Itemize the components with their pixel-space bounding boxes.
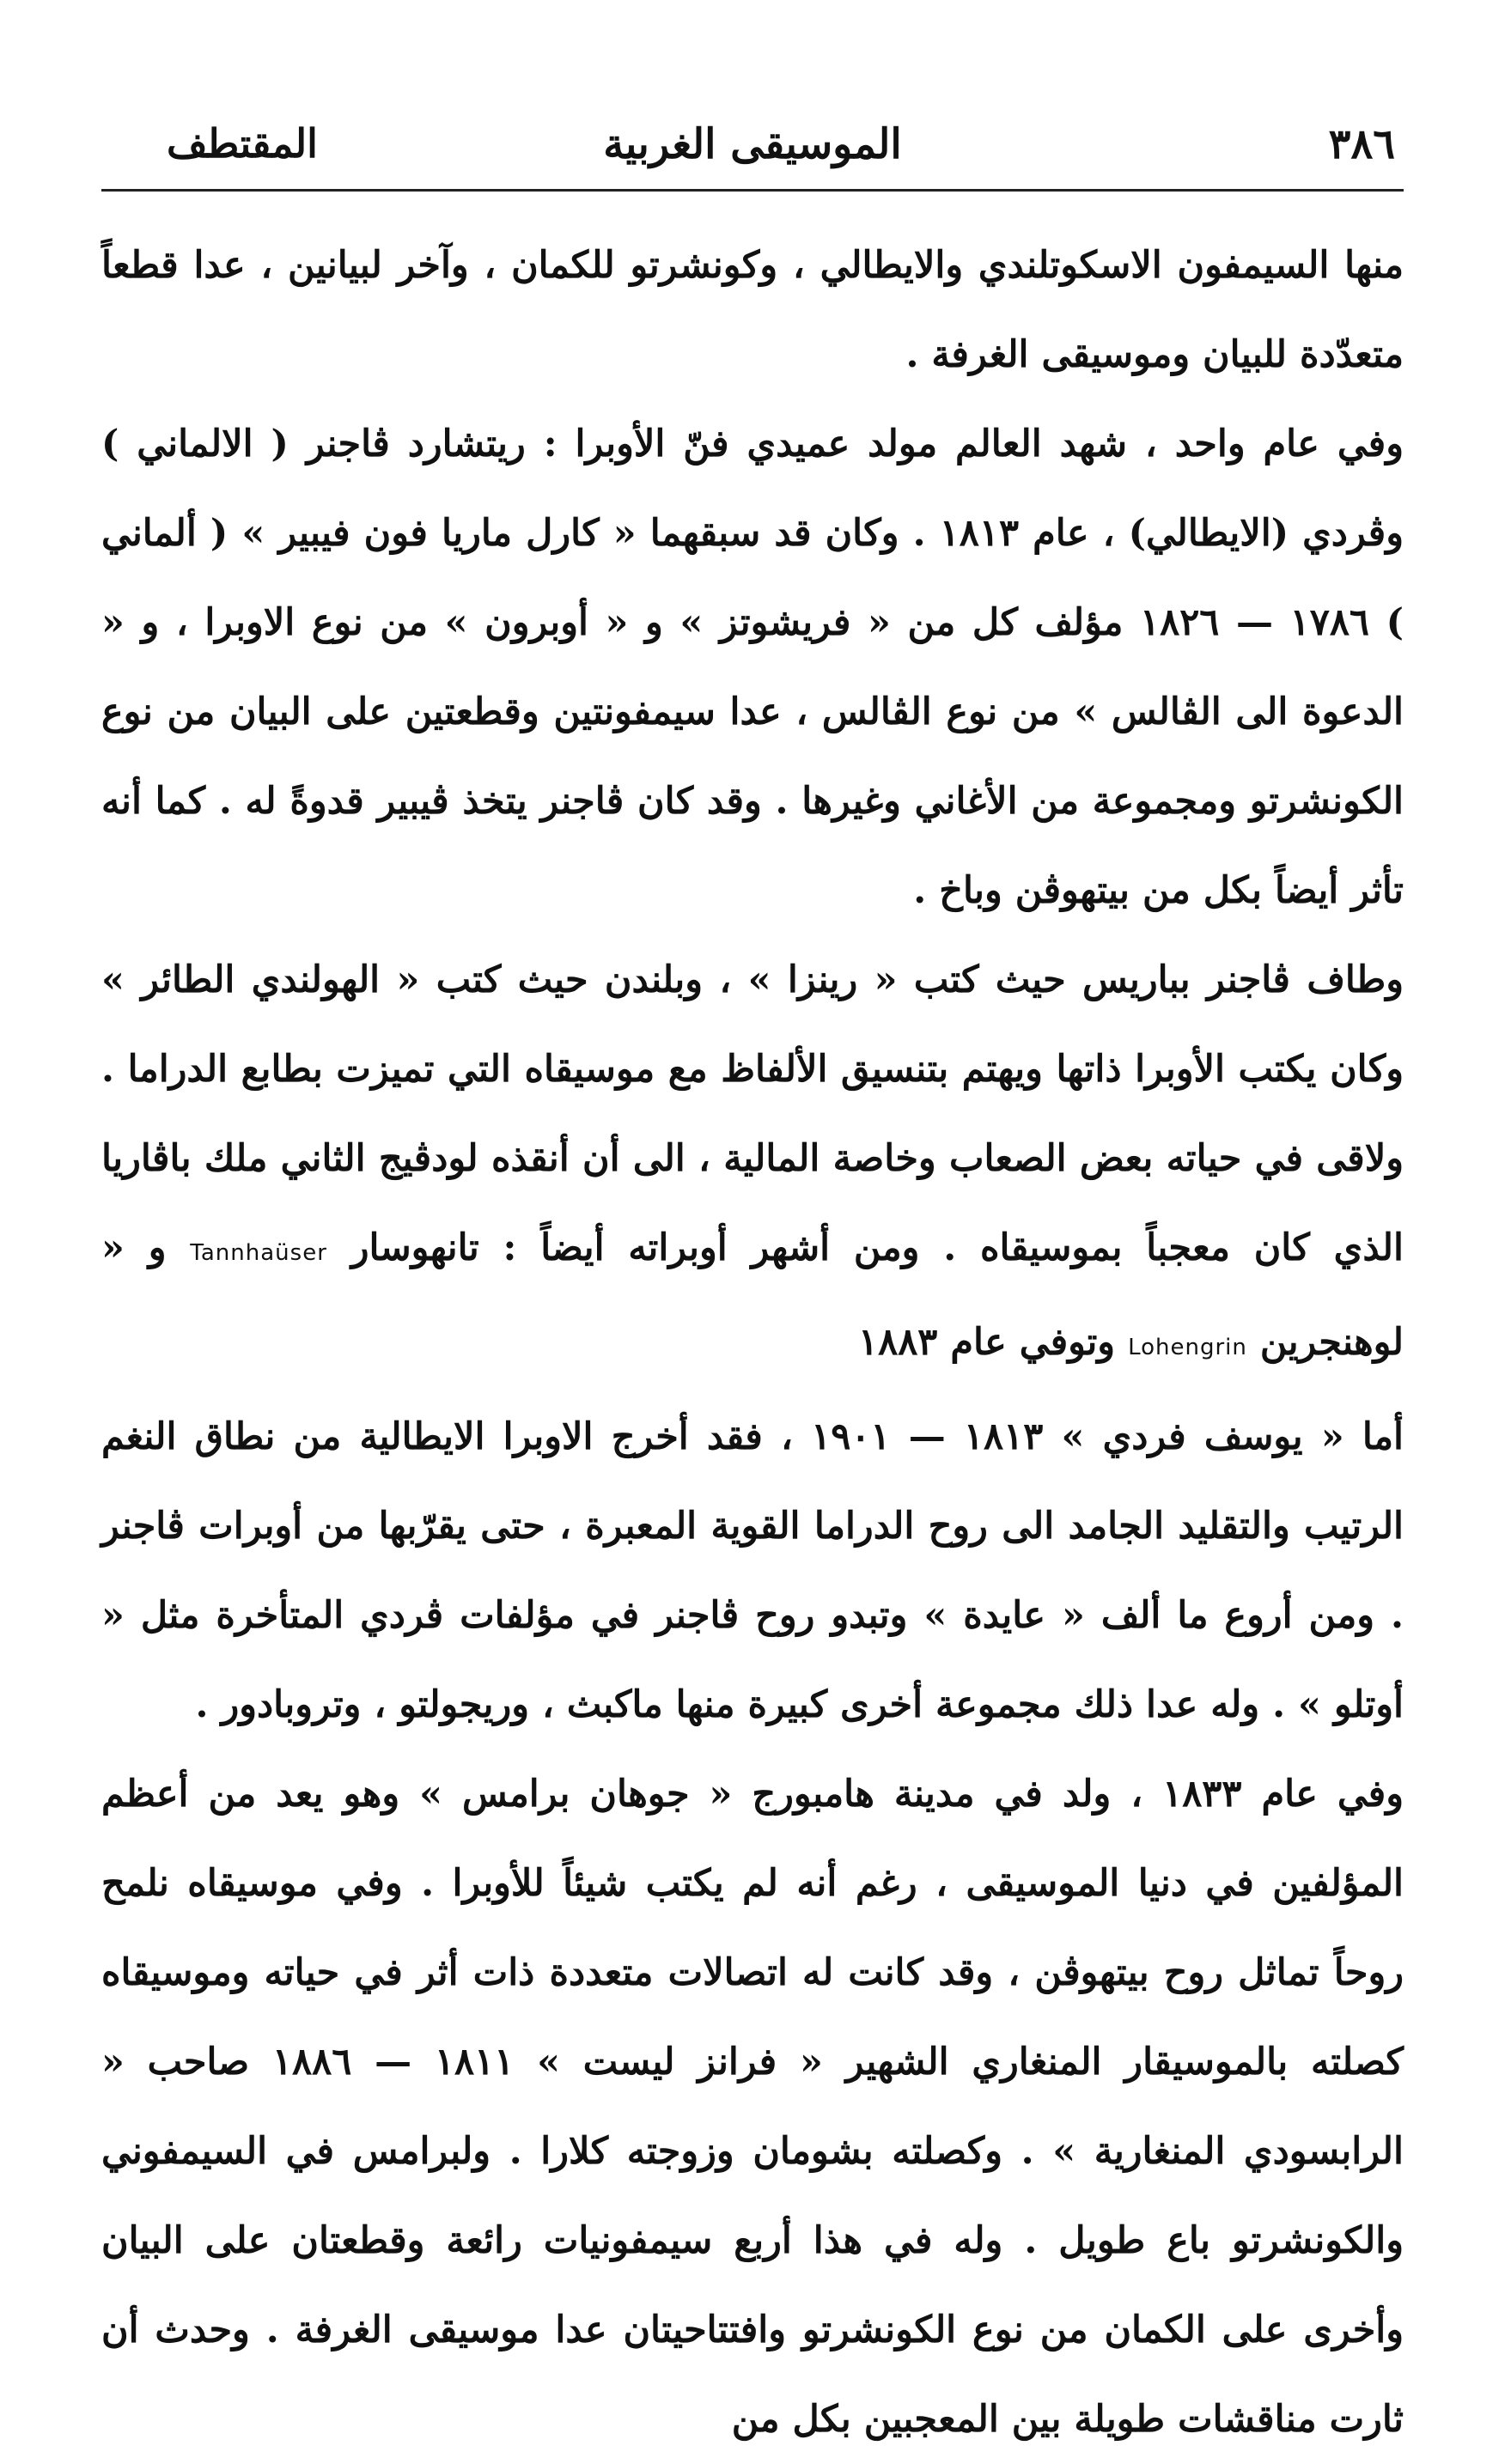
page-number: ٣٨٦ — [1328, 120, 1395, 168]
magazine-name: المقتطف — [167, 120, 318, 167]
running-title: الموسيقى الغربية — [603, 120, 902, 168]
paragraph-3-text-2: و « لوهنجرين — [101, 1226, 1404, 1364]
paragraph-5: وفي عام ١٨٣٣ ، ولد في مدينة هامبورج « جوهان برامس » وهو يعد من أعظم المؤلفين في دنيا الموسيقى ، رغم أنه لم يكتب شيئاً للأوبرا . وفي موسيقاه نلمح روحاً تماثل روح بيتهوڤن ، وقد كانت له اتصالات متعددة ذات أثر في حياته وموسيقاه كصلته بالموسيقار المنغاري الشهير « فرانز ليست » ١٨١١ — ١٨٨٦ صاحب « الرابسودي المنغارية » . وكصلته بشومان وزوجته كلارا . ولبرامس في السيمفوني والكونشرتو باع طويل . وله في هذا أربع سيمفونيات رائعة وقطعتان على البيان وأخرى على الكمان من نوع الكونشرتو وافتتاحيتان عدا موسيقى الغرفة . وحدث أن ثارت مناقشات طويلة بين المعجبين بكل من — [101, 1773, 1404, 2441]
latin-term-tannhauser: Tannhaüser — [190, 1240, 327, 1266]
paragraph-3 — [101, 935, 1404, 1392]
latin-term-lohengrin: Lohengrin — [1128, 1335, 1247, 1360]
page-header — [101, 120, 1404, 192]
paragraph-4: أما « يوسف فردي » ١٨١٣ — ١٩٠١ ، فقد أخرج الاوبرا الايطالية من نطاق النغم الرتيب والتقليد الجامد الى روح الدراما القوية المعبرة ، حتى يقرّبها من أوبرات ڤاجنر . ومن أروع ما ألف « عايدة » وتبدو روح ڤاجنر في مؤلفات ڤردي المتأخرة مثل « أوتلو » . وله عدا ذلك مجموعة أخرى كبيرة منها ماكبث ، وريجولتو ، وتروبادور . — [101, 1415, 1404, 1726]
paragraph-2: وفي عام واحد ، شهد العالم مولد عميدي فنّ الأوبرا : ريتشارد ڤاجنر ( الالماني ) وڤردي (الايطالي) ، عام ١٨١٣ . وكان قد سبقهما « كارل ماريا فون فيبير » ( ألماني ) ١٧٨٦ — ١٨٢٦ مؤلف كل من « فريشوتز » و « أوبرون » من نوع الاوبرا ، و « الدعوة الى الڤالس » من نوع الڤالس ، عدا سيمفونتين وقطعتين على البيان من نوع الكونشرتو ومجموعة من الأغاني وغيرها . وقد كان ڤاجنر يتخذ ڤيبير قدوةً له . كما أنه تأثر أيضاً بكل من بيتهوڤن وباخ . — [101, 423, 1404, 912]
paragraph-3-text-3: وتوفي عام ١٨٨٣ — [858, 1321, 1116, 1364]
paragraph-1: منها السيمفون الاسكوتلندي والايطالي ، وكونشرتو للكمان ، وآخر لبيانين ، عدا قطعاً متعدّدة للبيان وموسيقى الغرفة . — [101, 244, 1404, 376]
paragraph-3-text: وطاف ڤاجنر بباريس حيث كتب « رينزا » ، وبلندن حيث كتب « الهولندي الطائر » وكان يكتب الأوبرا ذاتها ويهتم بتنسيق الألفاظ مع موسيقاه التي تميزت بطابع الدراما . ولاقى في حياته بعض الصعاب وخاصة المالية ، الى أن أنقذه لودڤيج الثاني ملك باڤاريا الذي كان معجباً بموسيقاه . ومن أشهر أوبراته أيضاً : تانهوسار — [101, 958, 1404, 1269]
article-body — [101, 221, 1404, 2464]
